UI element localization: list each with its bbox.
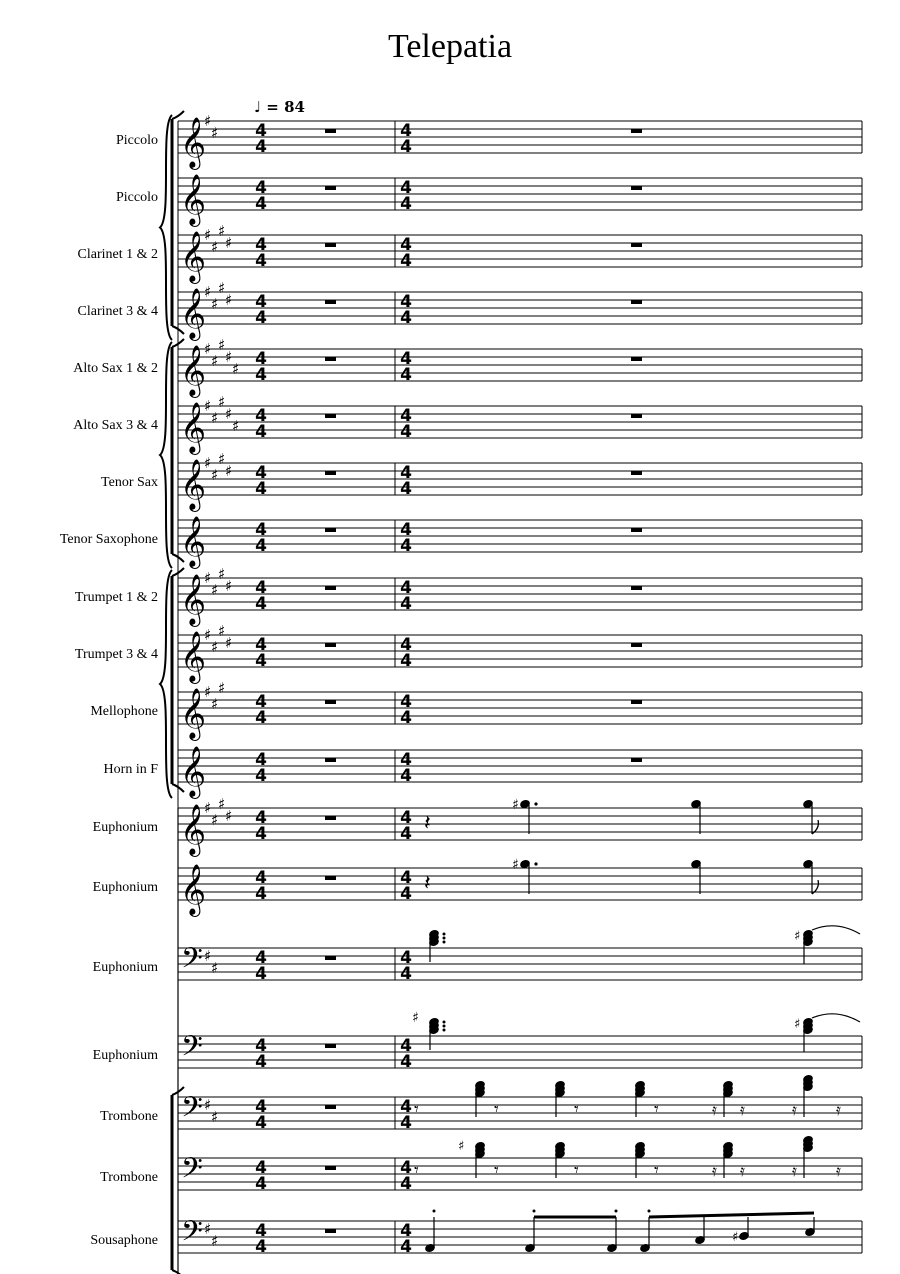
staccato-dot	[533, 1210, 536, 1213]
sharp-icon: ♯	[211, 695, 219, 713]
bass-clef-icon: 𝄢	[181, 1030, 203, 1070]
time-sig-numerator: 4	[255, 1036, 267, 1056]
treble-clef-icon: 𝄞	[180, 459, 207, 510]
dot	[443, 1029, 446, 1032]
whole-rest	[631, 357, 642, 361]
treble-clef-icon: 𝄞	[180, 574, 207, 625]
sharp-icon: ♯	[512, 797, 519, 813]
whole-rest	[325, 129, 336, 133]
quarter-rest-icon: 𝄽	[424, 871, 431, 896]
staff-label: Euphonium	[92, 820, 158, 835]
time-sig-numerator: 4	[400, 1097, 412, 1117]
time-sig-numerator: 4	[255, 1221, 267, 1241]
sharp-icon: ♯	[204, 1096, 212, 1114]
time-sig-numerator: 4	[400, 178, 412, 198]
eighth-rest-icon: 𝄾	[494, 1160, 499, 1181]
staff-label: Trumpet 3 & 4	[74, 647, 158, 662]
bass-clef-icon: 𝄢	[181, 1091, 203, 1131]
time-sig-denominator: 4	[400, 194, 412, 214]
time-sig-numerator: 4	[400, 948, 412, 968]
time-sig-numerator: 4	[255, 1158, 267, 1178]
treble-clef-icon: 𝄞	[180, 804, 207, 855]
time-sig-denominator: 4	[400, 651, 412, 671]
time-sig-numerator: 4	[400, 1158, 412, 1178]
treble-clef-icon: 𝄞	[180, 746, 207, 797]
treble-clef-icon: 𝄞	[180, 402, 207, 453]
time-sig-denominator: 4	[400, 708, 412, 728]
time-sig-denominator: 4	[255, 536, 267, 556]
sixteenth-rest-icon: 𝄿	[836, 1100, 841, 1119]
dot	[443, 941, 446, 944]
time-sig-numerator: 4	[255, 520, 267, 540]
treble-clef-icon: 𝄞	[180, 864, 207, 915]
time-sig-numerator: 4	[255, 808, 267, 828]
staff-label: Alto Sax 3 & 4	[73, 418, 158, 433]
time-sig-denominator: 4	[400, 1113, 412, 1133]
treble-clef-icon: 𝄞	[180, 288, 207, 339]
whole-rest	[631, 758, 642, 762]
whole-rest	[325, 1166, 336, 1170]
time-sig-denominator: 4	[255, 194, 267, 214]
staff-label: Alto Sax 1 & 2	[73, 361, 158, 376]
dot	[443, 1025, 446, 1028]
time-sig-numerator: 4	[400, 349, 412, 369]
staff-label: Mellophone	[90, 704, 158, 719]
staff-label: Sousaphone	[90, 1233, 158, 1248]
time-sig-numerator: 4	[400, 1036, 412, 1056]
brace-saxes	[160, 342, 172, 568]
time-sig-denominator: 4	[400, 824, 412, 844]
sharp-icon: ♯	[225, 291, 233, 309]
dot	[534, 802, 537, 805]
staccato-dot	[648, 1210, 651, 1213]
time-sig-denominator: 4	[400, 1174, 412, 1194]
staff-label: Euphonium	[92, 1048, 158, 1063]
time-sig-denominator: 4	[400, 1052, 412, 1072]
time-sig-numerator: 4	[400, 635, 412, 655]
quarter-rest-icon: 𝄽	[424, 811, 431, 836]
time-sig-numerator: 4	[255, 635, 267, 655]
sharp-icon: ♯	[225, 634, 233, 652]
staff-label: Horn in F	[103, 762, 158, 777]
time-sig-numerator: 4	[400, 406, 412, 426]
dot	[443, 1021, 446, 1024]
sharp-icon: ♯	[204, 112, 212, 130]
treble-clef-icon: 𝄞	[180, 516, 207, 567]
time-sig-denominator: 4	[400, 365, 412, 385]
time-sig-denominator: 4	[255, 964, 267, 984]
eighth-rest-icon: 𝄾	[494, 1099, 499, 1120]
sharp-icon: ♯	[225, 234, 233, 252]
whole-rest	[325, 758, 336, 762]
time-sig-numerator: 4	[255, 406, 267, 426]
sharp-icon: ♯	[211, 1108, 219, 1126]
score-title: Telepatia	[387, 28, 513, 65]
time-sig-denominator: 4	[255, 708, 267, 728]
time-sig-numerator: 4	[255, 1097, 267, 1117]
sharp-icon: ♯	[211, 811, 219, 829]
treble-clef-icon: 𝄞	[180, 174, 207, 225]
whole-rest	[325, 700, 336, 704]
time-sig-numerator: 4	[255, 235, 267, 255]
staff-label: Piccolo	[116, 133, 158, 148]
sharp-icon: ♯	[211, 409, 219, 427]
sharp-icon: ♯	[211, 638, 219, 656]
whole-rest	[325, 956, 336, 960]
sharp-icon: ♯	[218, 679, 226, 697]
sharp-icon: ♯	[218, 565, 226, 583]
treble-clef-icon: 𝄞	[180, 345, 207, 396]
brace-woodwinds	[160, 115, 172, 340]
time-sig-denominator: 4	[255, 137, 267, 157]
sharp-icon: ♯	[218, 795, 226, 813]
sharp-icon: ♯	[211, 959, 219, 977]
treble-clef-icon: 𝄞	[180, 631, 207, 682]
whole-rest	[631, 471, 642, 475]
time-sig-numerator: 4	[400, 692, 412, 712]
sharp-icon: ♯	[732, 1230, 739, 1245]
sharp-icon: ♯	[218, 450, 226, 468]
time-sig-numerator: 4	[255, 868, 267, 888]
time-sig-numerator: 4	[400, 235, 412, 255]
sharp-icon: ♯	[211, 295, 219, 313]
time-sig-numerator: 4	[255, 750, 267, 770]
dot	[534, 862, 537, 865]
whole-rest	[325, 1044, 336, 1048]
staff-label: Tenor Sax	[101, 475, 158, 490]
time-sig-denominator: 4	[400, 479, 412, 499]
sharp-icon: ♯	[204, 340, 212, 358]
sharp-icon: ♯	[204, 569, 212, 587]
time-sig-denominator: 4	[400, 884, 412, 904]
sharp-icon: ♯	[204, 226, 212, 244]
whole-rest	[325, 471, 336, 475]
time-sig-numerator: 4	[255, 121, 267, 141]
time-sig-numerator: 4	[255, 463, 267, 483]
time-sig-denominator: 4	[255, 308, 267, 328]
sharp-icon: ♯	[211, 581, 219, 599]
time-sig-numerator: 4	[400, 463, 412, 483]
time-sig-numerator: 4	[400, 292, 412, 312]
whole-rest	[631, 414, 642, 418]
sharp-icon: ♯	[211, 466, 219, 484]
time-sig-numerator: 4	[400, 520, 412, 540]
whole-rest	[631, 700, 642, 704]
time-sig-numerator: 4	[400, 750, 412, 770]
time-sig-denominator: 4	[255, 365, 267, 385]
time-sig-denominator: 4	[400, 308, 412, 328]
sharp-icon: ♯	[218, 393, 226, 411]
whole-rest	[631, 186, 642, 190]
sharp-icon: ♯	[458, 1139, 465, 1154]
tempo-marking: ♩ = 84	[254, 98, 305, 116]
bass-clef-icon: 𝄢	[181, 1215, 203, 1255]
dot	[443, 933, 446, 936]
whole-rest	[325, 414, 336, 418]
whole-rest	[325, 1229, 336, 1233]
time-sig-numerator: 4	[400, 808, 412, 828]
sharp-icon: ♯	[232, 417, 240, 435]
time-sig-numerator: 4	[400, 1221, 412, 1241]
whole-rest	[631, 643, 642, 647]
time-sig-numerator: 4	[255, 178, 267, 198]
sharp-icon: ♯	[225, 348, 233, 366]
sharp-icon: ♯	[225, 462, 233, 480]
eighth-rest-icon: 𝄾	[574, 1099, 579, 1120]
beam	[649, 1213, 814, 1217]
time-sig-denominator: 4	[400, 137, 412, 157]
sharp-icon: ♯	[512, 857, 519, 873]
staff-label: Euphonium	[92, 880, 158, 895]
sharp-icon: ♯	[218, 279, 226, 297]
sharp-icon: ♯	[794, 1017, 801, 1032]
treble-clef-icon: 𝄞	[180, 117, 207, 168]
time-sig-denominator: 4	[255, 651, 267, 671]
sharp-icon: ♯	[412, 1010, 419, 1026]
whole-rest	[631, 586, 642, 590]
time-sig-denominator: 4	[400, 766, 412, 786]
sharp-icon: ♯	[218, 336, 226, 354]
time-sig-denominator: 4	[255, 1237, 267, 1257]
time-sig-numerator: 4	[255, 349, 267, 369]
staff-label: Tenor Saxophone	[59, 532, 158, 547]
sharp-icon: ♯	[204, 799, 212, 817]
time-sig-denominator: 4	[400, 964, 412, 984]
time-sig-denominator: 4	[255, 422, 267, 442]
whole-rest	[325, 528, 336, 532]
sixteenth-rest-icon: 𝄿	[712, 1100, 717, 1119]
sharp-icon: ♯	[218, 222, 226, 240]
sharp-icon: ♯	[204, 397, 212, 415]
sharp-icon: ♯	[204, 626, 212, 644]
time-sig-numerator: 4	[255, 948, 267, 968]
time-sig-denominator: 4	[255, 884, 267, 904]
time-sig-numerator: 4	[255, 692, 267, 712]
sixteenth-rest-icon: 𝄿	[792, 1100, 797, 1119]
sharp-icon: ♯	[225, 577, 233, 595]
whole-rest	[325, 186, 336, 190]
staff-label: Trombone	[100, 1170, 158, 1185]
time-sig-denominator: 4	[400, 594, 412, 614]
time-sig-numerator: 4	[400, 121, 412, 141]
sharp-icon: ♯	[204, 283, 212, 301]
sharp-icon: ♯	[218, 622, 226, 640]
time-sig-denominator: 4	[255, 1052, 267, 1072]
staff-label: Piccolo	[116, 190, 158, 205]
eighth-rest-icon: 𝄾	[414, 1160, 419, 1181]
eighth-rest-icon: 𝄾	[414, 1099, 419, 1120]
sixteenth-rest-icon: 𝄿	[740, 1161, 745, 1180]
sharp-icon: ♯	[211, 352, 219, 370]
tie	[812, 1014, 860, 1022]
eighth-rest-icon: 𝄾	[654, 1099, 659, 1120]
tie	[812, 926, 860, 934]
whole-rest	[325, 586, 336, 590]
time-sig-denominator: 4	[255, 479, 267, 499]
whole-rest	[325, 643, 336, 647]
sharp-icon: ♯	[204, 454, 212, 472]
sharp-icon: ♯	[204, 947, 212, 965]
sharp-icon: ♯	[232, 360, 240, 378]
time-sig-denominator: 4	[255, 1113, 267, 1133]
time-sig-denominator: 4	[255, 766, 267, 786]
whole-rest	[631, 300, 642, 304]
treble-clef-icon: 𝄞	[180, 688, 207, 739]
sixteenth-rest-icon: 𝄿	[792, 1161, 797, 1180]
staccato-dot	[615, 1210, 618, 1213]
time-sig-numerator: 4	[255, 578, 267, 598]
time-sig-numerator: 4	[255, 292, 267, 312]
staff-label: Clarinet 1 & 2	[77, 247, 158, 262]
time-sig-denominator: 4	[400, 1237, 412, 1257]
sharp-icon: ♯	[225, 405, 233, 423]
whole-rest	[325, 300, 336, 304]
time-sig-denominator: 4	[400, 251, 412, 271]
whole-rest	[325, 816, 336, 820]
sharp-icon: ♯	[794, 929, 801, 944]
sharp-icon: ♯	[211, 238, 219, 256]
whole-rest	[631, 528, 642, 532]
time-sig-denominator: 4	[255, 824, 267, 844]
sharp-icon: ♯	[211, 1232, 219, 1250]
sharp-icon: ♯	[204, 1220, 212, 1238]
dot	[443, 937, 446, 940]
time-sig-denominator: 4	[400, 536, 412, 556]
time-sig-denominator: 4	[255, 594, 267, 614]
staff-label: Clarinet 3 & 4	[77, 304, 158, 319]
brace-brass	[160, 570, 172, 798]
sixteenth-rest-icon: 𝄿	[836, 1161, 841, 1180]
sharp-icon: ♯	[225, 807, 233, 825]
bass-clef-icon: 𝄢	[181, 942, 203, 982]
sixteenth-rest-icon: 𝄿	[712, 1161, 717, 1180]
eighth-rest-icon: 𝄾	[574, 1160, 579, 1181]
sharp-icon: ♯	[204, 683, 212, 701]
whole-rest	[631, 243, 642, 247]
eighth-rest-icon: 𝄾	[654, 1160, 659, 1181]
staccato-dot	[433, 1210, 436, 1213]
whole-rest	[631, 129, 642, 133]
staff-label: Euphonium	[92, 960, 158, 975]
staff-label: Trumpet 1 & 2	[74, 590, 158, 605]
whole-rest	[325, 1105, 336, 1109]
time-sig-denominator: 4	[400, 422, 412, 442]
time-sig-denominator: 4	[255, 1174, 267, 1194]
time-sig-denominator: 4	[255, 251, 267, 271]
sharp-icon: ♯	[211, 124, 219, 142]
whole-rest	[325, 357, 336, 361]
staff-label: Trombone	[100, 1109, 158, 1124]
time-sig-numerator: 4	[400, 868, 412, 888]
sixteenth-rest-icon: 𝄿	[740, 1100, 745, 1119]
whole-rest	[325, 876, 336, 880]
whole-rest	[325, 243, 336, 247]
treble-clef-icon: 𝄞	[180, 231, 207, 282]
time-sig-numerator: 4	[400, 578, 412, 598]
bass-clef-icon: 𝄢	[181, 1152, 203, 1192]
